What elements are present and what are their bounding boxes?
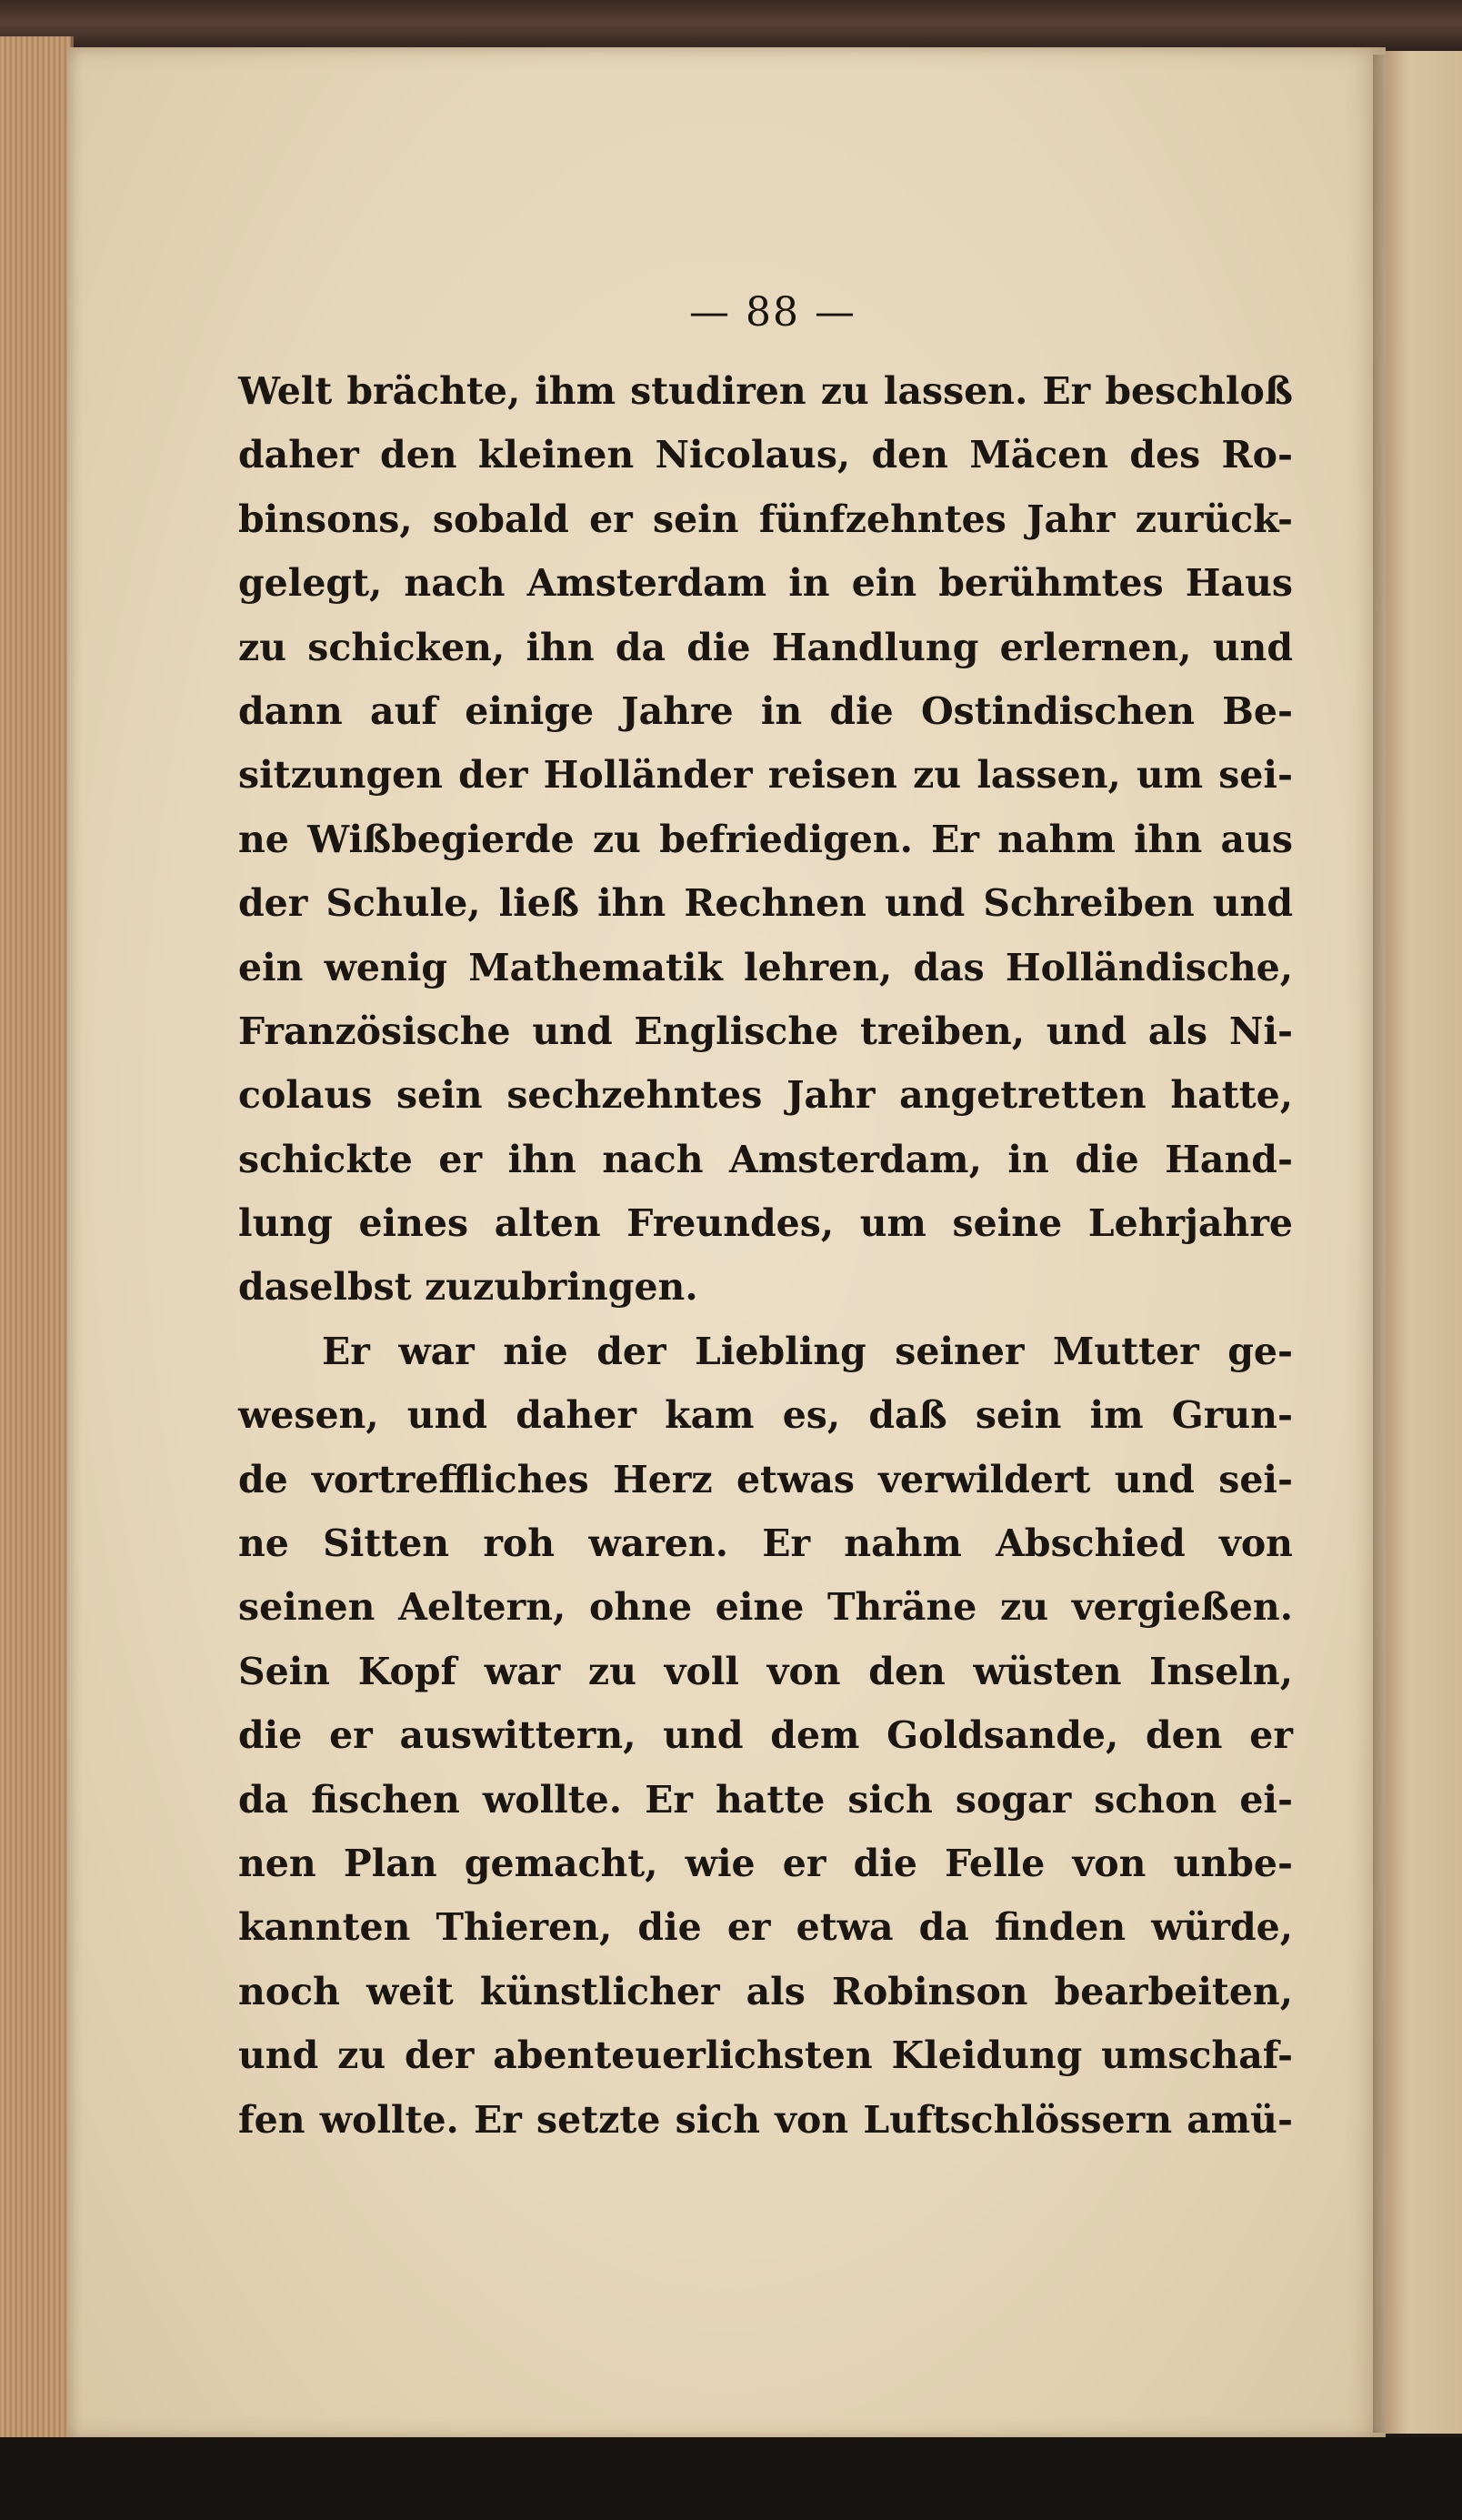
text-line: dann auf einige Jahre in die Ostindischen Be- (238, 688, 1293, 733)
text-line: wesen, und daher kam es, daß sein im Grun- (238, 1393, 1293, 1438)
page-gutter (1373, 55, 1386, 2433)
text-line: schickte er ihn nach Amsterdam, in die Hand- (238, 1137, 1293, 1181)
text-line: die er auswittern, und dem Goldsande, den er (238, 1713, 1293, 1758)
text-line: sitzungen der Holländer reisen zu lassen, um sei- (238, 753, 1293, 798)
text-line: colaus sein sechzehntes Jahr angetretten hatte, (238, 1073, 1293, 1118)
text-line: da fischen wollte. Er hatte sich sogar schon ei- (238, 1777, 1293, 1822)
paragraph-start-line: Er war nie der Liebling seiner Mutter ge- (322, 1329, 1293, 1373)
text-line: noch weit künstlicher als Robinson bearbeiten, (238, 1969, 1293, 2013)
text-line: Sein Kopf war zu voll von den wüsten Inseln, (238, 1649, 1293, 1693)
page-edges-left (0, 36, 74, 2437)
table-background (0, 2437, 1462, 2520)
text-line: ne Sitten roh waren. Er nahm Abschied von (238, 1521, 1293, 1566)
text-line: Welt brächte, ihm studiren zu lassen. Er beschloß (238, 369, 1293, 413)
text-line: kannten Thieren, die er etwa da finden würde, (238, 1905, 1293, 1950)
text-line: de vortreffliches Herz etwas verwildert und sei- (238, 1457, 1293, 1501)
text-line: der Schule, ließ ihn Rechnen und Schreiben und (238, 881, 1293, 926)
page-number: — 88 — (689, 289, 856, 336)
text-line: ne Wißbegierde zu befriedigen. Er nahm ihn aus (238, 817, 1293, 861)
facing-page-edge (1386, 51, 1462, 2434)
text-line: daher den kleinen Nicolaus, den Mäcen des Ro- (238, 433, 1293, 477)
text-line: gelegt, nach Amsterdam in ein berühmtes Haus (238, 561, 1293, 606)
text-line: ein wenig Mathematik lehren, das Holländische, (238, 945, 1293, 989)
page-body-text (238, 359, 1293, 2152)
paragraph-end-line: daselbst zuzubringen. (238, 1265, 698, 1310)
text-line: und zu der abenteuerlichsten Kleidung umschaf- (238, 2033, 1293, 2078)
text-line: fen wollte. Er setzte sich von Luftschlössern amü- (238, 2097, 1293, 2142)
text-line: nen Plan gemacht, wie er die Felle von unbe- (238, 1841, 1293, 1885)
text-line: lung eines alten Freundes, um seine Lehrjahre (238, 1201, 1293, 1246)
text-line: binsons, sobald er sein fünfzehntes Jahr zurück- (238, 497, 1293, 541)
text-line: Französische und Englische treiben, und als Ni- (238, 1009, 1293, 1053)
text-line: seinen Aeltern, ohne eine Thräne zu vergießen. (238, 1585, 1293, 1630)
text-line: zu schicken, ihn da die Handlung erlernen, und (238, 625, 1293, 669)
book-binding-top (0, 0, 1462, 53)
